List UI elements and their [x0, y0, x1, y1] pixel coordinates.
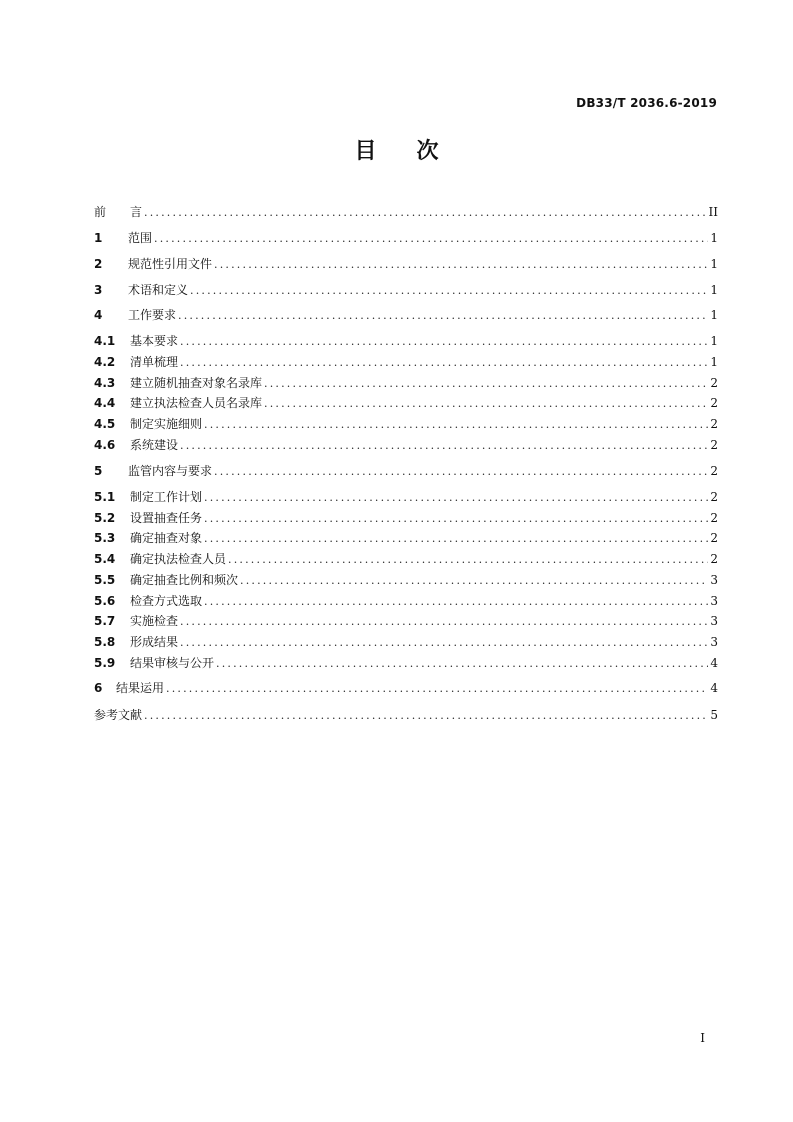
toc-label: 参考文献 [94, 708, 143, 722]
toc-row-5-5[interactable] [94, 570, 718, 590]
toc-page: 1 [710, 257, 718, 271]
toc-page: 5 [710, 708, 718, 722]
toc-number: 5.3 [94, 531, 116, 545]
toc-label: 清单梳理 [130, 355, 179, 369]
toc-leader-dots [144, 706, 708, 726]
toc-label: 范围 [128, 231, 153, 245]
toc-page: 2 [710, 464, 718, 478]
toc-page: 1 [710, 231, 718, 245]
toc-page: 1 [710, 308, 718, 322]
toc-leader-dots [216, 654, 708, 674]
toc-page: II [708, 205, 718, 219]
toc-leader-dots [204, 529, 708, 549]
toc-number: 4 [94, 308, 103, 322]
toc-row-4[interactable] [94, 305, 718, 325]
toc-leader-dots [180, 612, 708, 632]
toc-number: 5.8 [94, 635, 116, 649]
toc-page: 2 [710, 376, 718, 390]
toc-page: 2 [710, 396, 718, 410]
toc-page: 4 [710, 656, 718, 670]
toc-label: 设置抽查任务 [130, 511, 203, 525]
toc-label: 监管内容与要求 [128, 464, 213, 478]
toc-leader-dots [180, 633, 708, 653]
toc-page: 3 [710, 573, 718, 587]
toc-label: 实施检查 [130, 614, 179, 628]
toc-page: 2 [710, 531, 718, 545]
toc-page: 1 [710, 283, 718, 297]
toc-row-5-7[interactable] [94, 611, 718, 631]
toc-label: 制定工作计划 [130, 490, 203, 504]
toc-page: 1 [710, 355, 718, 369]
toc-number: 5.1 [94, 490, 116, 504]
toc-row-references[interactable] [94, 705, 718, 725]
toc-leader-dots [264, 374, 708, 394]
toc-number: 4.4 [94, 396, 116, 410]
toc-label: 建立执法检查人员名录库 [130, 396, 263, 410]
toc-row-5-8[interactable] [94, 632, 718, 652]
toc-leader-dots [264, 394, 708, 414]
toc-page: 2 [710, 511, 718, 525]
toc-page: 1 [710, 334, 718, 348]
toc-leader-dots [180, 353, 708, 373]
toc-row-5-2[interactable] [94, 508, 718, 528]
toc-number: 5.5 [94, 573, 116, 587]
toc-page: 3 [710, 635, 718, 649]
toc-row-5-1[interactable] [94, 487, 718, 507]
toc-row-4-1[interactable] [94, 331, 718, 351]
toc-label: 结果审核与公开 [130, 656, 215, 670]
toc-label: 制定实施细则 [130, 417, 203, 431]
toc-row-5[interactable] [94, 461, 718, 481]
toc-label: 结果运用 [116, 681, 165, 695]
toc-leader-dots [190, 281, 708, 301]
toc-page: 3 [710, 614, 718, 628]
toc-row-2[interactable] [94, 254, 718, 274]
toc-row-6[interactable] [94, 678, 718, 698]
toc-leader-dots [228, 550, 708, 570]
toc-label: 确定抽查对象 [130, 531, 203, 545]
toc-leader-dots [214, 462, 708, 482]
toc-label: 确定执法检查人员 [130, 552, 227, 566]
toc-page: 2 [710, 490, 718, 504]
toc-row-4-3[interactable] [94, 373, 718, 393]
toc-page: 4 [710, 681, 718, 695]
toc-row-5-9[interactable] [94, 653, 718, 673]
toc-leader-dots [180, 332, 708, 352]
toc-leader-dots [144, 203, 707, 223]
toc-label: 工作要求 [128, 308, 177, 322]
toc-number: 5.4 [94, 552, 116, 566]
toc-leader-dots [204, 592, 708, 612]
toc-leader-dots [204, 488, 708, 508]
toc-label: 系统建设 [130, 438, 179, 452]
document-code: DB33/T 2036.6-2019 [576, 96, 717, 110]
toc-label: 基本要求 [130, 334, 179, 348]
toc-row-3[interactable] [94, 280, 718, 300]
toc-leader-dots [180, 436, 708, 456]
toc-number: 4.2 [94, 355, 116, 369]
toc-number: 4.6 [94, 438, 116, 452]
toc-leader-dots [178, 306, 708, 326]
toc-leader-dots [240, 571, 708, 591]
toc-row-4-6[interactable] [94, 435, 718, 455]
toc-label: 术语和定义 [128, 283, 189, 297]
toc-page: 2 [710, 417, 718, 431]
toc-number: 5.6 [94, 594, 116, 608]
toc-row-4-2[interactable] [94, 352, 718, 372]
toc-number: 3 [94, 283, 103, 297]
toc-label: 前 言 [94, 205, 143, 219]
toc-label: 确定抽查比例和频次 [130, 573, 239, 587]
toc-number: 4.3 [94, 376, 116, 390]
toc-number: 5 [94, 464, 103, 478]
toc-row-4-4[interactable] [94, 393, 718, 413]
toc-page: 2 [710, 552, 718, 566]
toc-number: 6 [94, 681, 103, 695]
toc-leader-dots [166, 679, 708, 699]
toc-number: 1 [94, 231, 103, 245]
page-title: 目次 [354, 139, 479, 164]
toc-number: 5.2 [94, 511, 116, 525]
toc-row-1[interactable] [94, 228, 718, 248]
toc-page: 3 [710, 594, 718, 608]
toc-number: 4.1 [94, 334, 116, 348]
toc-number: 5.7 [94, 614, 116, 628]
toc-page: 2 [710, 438, 718, 452]
toc-label: 检查方式选取 [130, 594, 203, 608]
toc-label: 规范性引用文件 [128, 257, 213, 271]
toc-number: 2 [94, 257, 103, 271]
toc-row-5-6[interactable] [94, 591, 718, 611]
page-number: I [700, 1031, 705, 1045]
toc-row-4-5[interactable] [94, 414, 718, 434]
toc-row-5-4[interactable] [94, 549, 718, 569]
toc-leader-dots [204, 415, 708, 435]
toc-row-5-3[interactable] [94, 528, 718, 548]
toc-leader-dots [154, 229, 708, 249]
toc-leader-dots [204, 509, 708, 529]
toc-leader-dots [214, 255, 708, 275]
toc-label: 建立随机抽查对象名录库 [130, 376, 263, 390]
toc-number: 5.9 [94, 656, 116, 670]
toc-row-foreword[interactable] [94, 202, 718, 222]
toc-number: 4.5 [94, 417, 116, 431]
toc-label: 形成结果 [130, 635, 179, 649]
